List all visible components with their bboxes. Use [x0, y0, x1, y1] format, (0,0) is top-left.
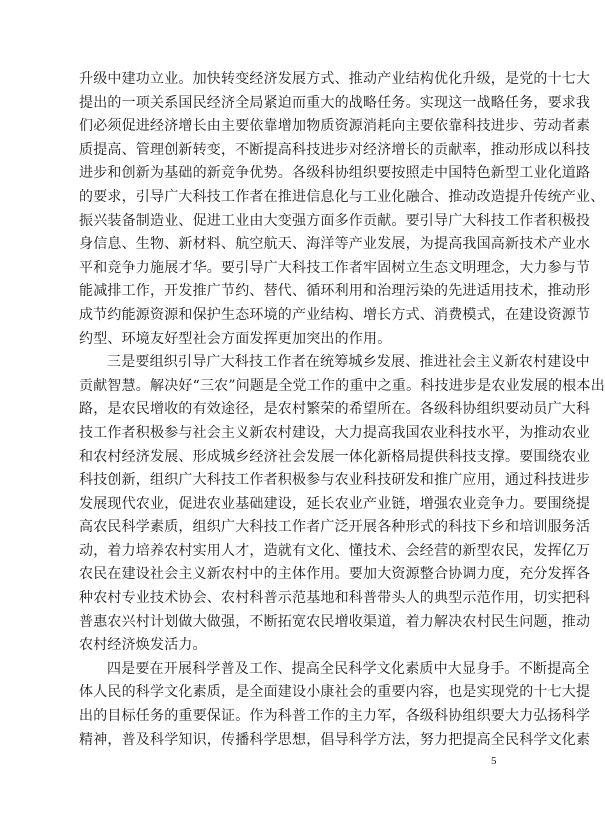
text-line: 普惠农兴村计划做大做强，不断拓宽农民增收渠道，着力解决农村民生问题，推动	[79, 613, 591, 630]
text-line: 质提高、管理创新转变，不断提高科技进步对经济增长的贡献率，推动形成以科技	[79, 141, 591, 158]
text-line: 农村经济焕发活力。	[79, 637, 207, 654]
page-number: 5	[491, 755, 497, 767]
document-body	[79, 68, 605, 752]
text-line: 平和竞争力施展才华。要引导广大科技工作者牢固树立生态文明理念，大力参与节	[79, 259, 591, 276]
text-line: 身信息、生物、新材料、航空航天、海洋等产业发展，为提高我国高新技术产业水	[79, 236, 591, 253]
text-line: 农民在建设社会主义新农村中的主体作用。要加大资源整合协调力度，充分发挥各	[79, 566, 591, 583]
text-line: 贡献智慧。解决好“三农”问题是全党工作的重中之重。科技进步是农业发展的根本出	[79, 377, 605, 394]
text-line: 三是要组织引导广大科技工作者在统筹城乡发展、推进社会主义新农村建设中	[107, 354, 590, 371]
paragraph	[79, 351, 605, 658]
text-line: 进步和创新为基础的新竞争优势。各级科协组织要按照走中国特色新型工业化道路	[79, 165, 591, 182]
text-line: 们必须促进经济增长由主要依靠增加物质资源消耗向主要依靠科技进步、劳动者素	[79, 118, 591, 135]
text-line: 种农村专业技术协会、农村科普示范基地和科普带头人的典型示范作用，切实把科	[79, 590, 591, 607]
paragraph	[79, 68, 605, 351]
text-line: 路，是农民增收的有效途径，是农村繁荣的希望所在。各级科协组织要动员广大科	[79, 401, 591, 418]
text-line: 高农民科学素质，组织广大科技工作者广泛开展各种形式的科技下乡和培训服务活	[79, 519, 591, 536]
text-line: 能减排工作，开发推广节约、替代、循环利用和治理污染的先进适用技术，推动形	[79, 283, 591, 300]
text-line: 技工作者积极参与社会主义新农村建设，大力提高我国农业科技水平，为推动农业	[79, 424, 591, 441]
text-line: 出的目标任务的重要保证。作为科普工作的主力军，各级科协组织要大力弘扬科学	[79, 708, 591, 725]
text-line: 提出的一项关系国民经济全局紧迫而重大的战略任务。实现这一战略任务，要求我	[79, 94, 591, 111]
paragraph	[79, 658, 591, 752]
text-line: 约型、环境友好型社会方面发挥更加突出的作用。	[79, 330, 392, 347]
text-line: 振兴装备制造业、促进工业由大变强方面多作贡献。要引导广大科技工作者积极投	[79, 212, 591, 229]
text-line: 精神，普及科学知识，传播科学思想，倡导科学方法，努力把提高全民科学文化素	[79, 731, 591, 748]
text-line: 成节约能源资源和保护生态环境的产业结构、增长方式、消费模式，在建设资源节	[79, 306, 591, 323]
text-line: 发展现代农业，促进农业基础建设，延长农业产业链，增强农业竞争力。要围绕提	[79, 495, 591, 512]
text-line: 升级中建功立业。加快转变经济发展方式、推动产业结构优化升级，是党的十七大	[79, 71, 591, 87]
text-line: 动，着力培养农村实用人才，造就有文化、懂技术、会经营的新型农民，发挥亿万	[79, 542, 591, 559]
text-line: 科技创新，组织广大科技工作者积极参与农业科技研发和推广应用，通过科技进步	[79, 472, 591, 489]
text-line: 四是要在开展科学普及工作、提高全民科学文化素质中大显身手。不断提高全	[107, 660, 590, 677]
text-line: 的要求，引导广大科技工作者在推进信息化与工业化融合、推动改造提升传统产业、	[79, 188, 605, 205]
text-line: 体人民的科学文化素质，是全面建设小康社会的重要内容，也是实现党的十七大提	[79, 684, 591, 701]
text-line: 和农村经济发展、形成城乡经济社会发展一体化新格局提供科技支撑。要围绕农业	[79, 448, 591, 465]
